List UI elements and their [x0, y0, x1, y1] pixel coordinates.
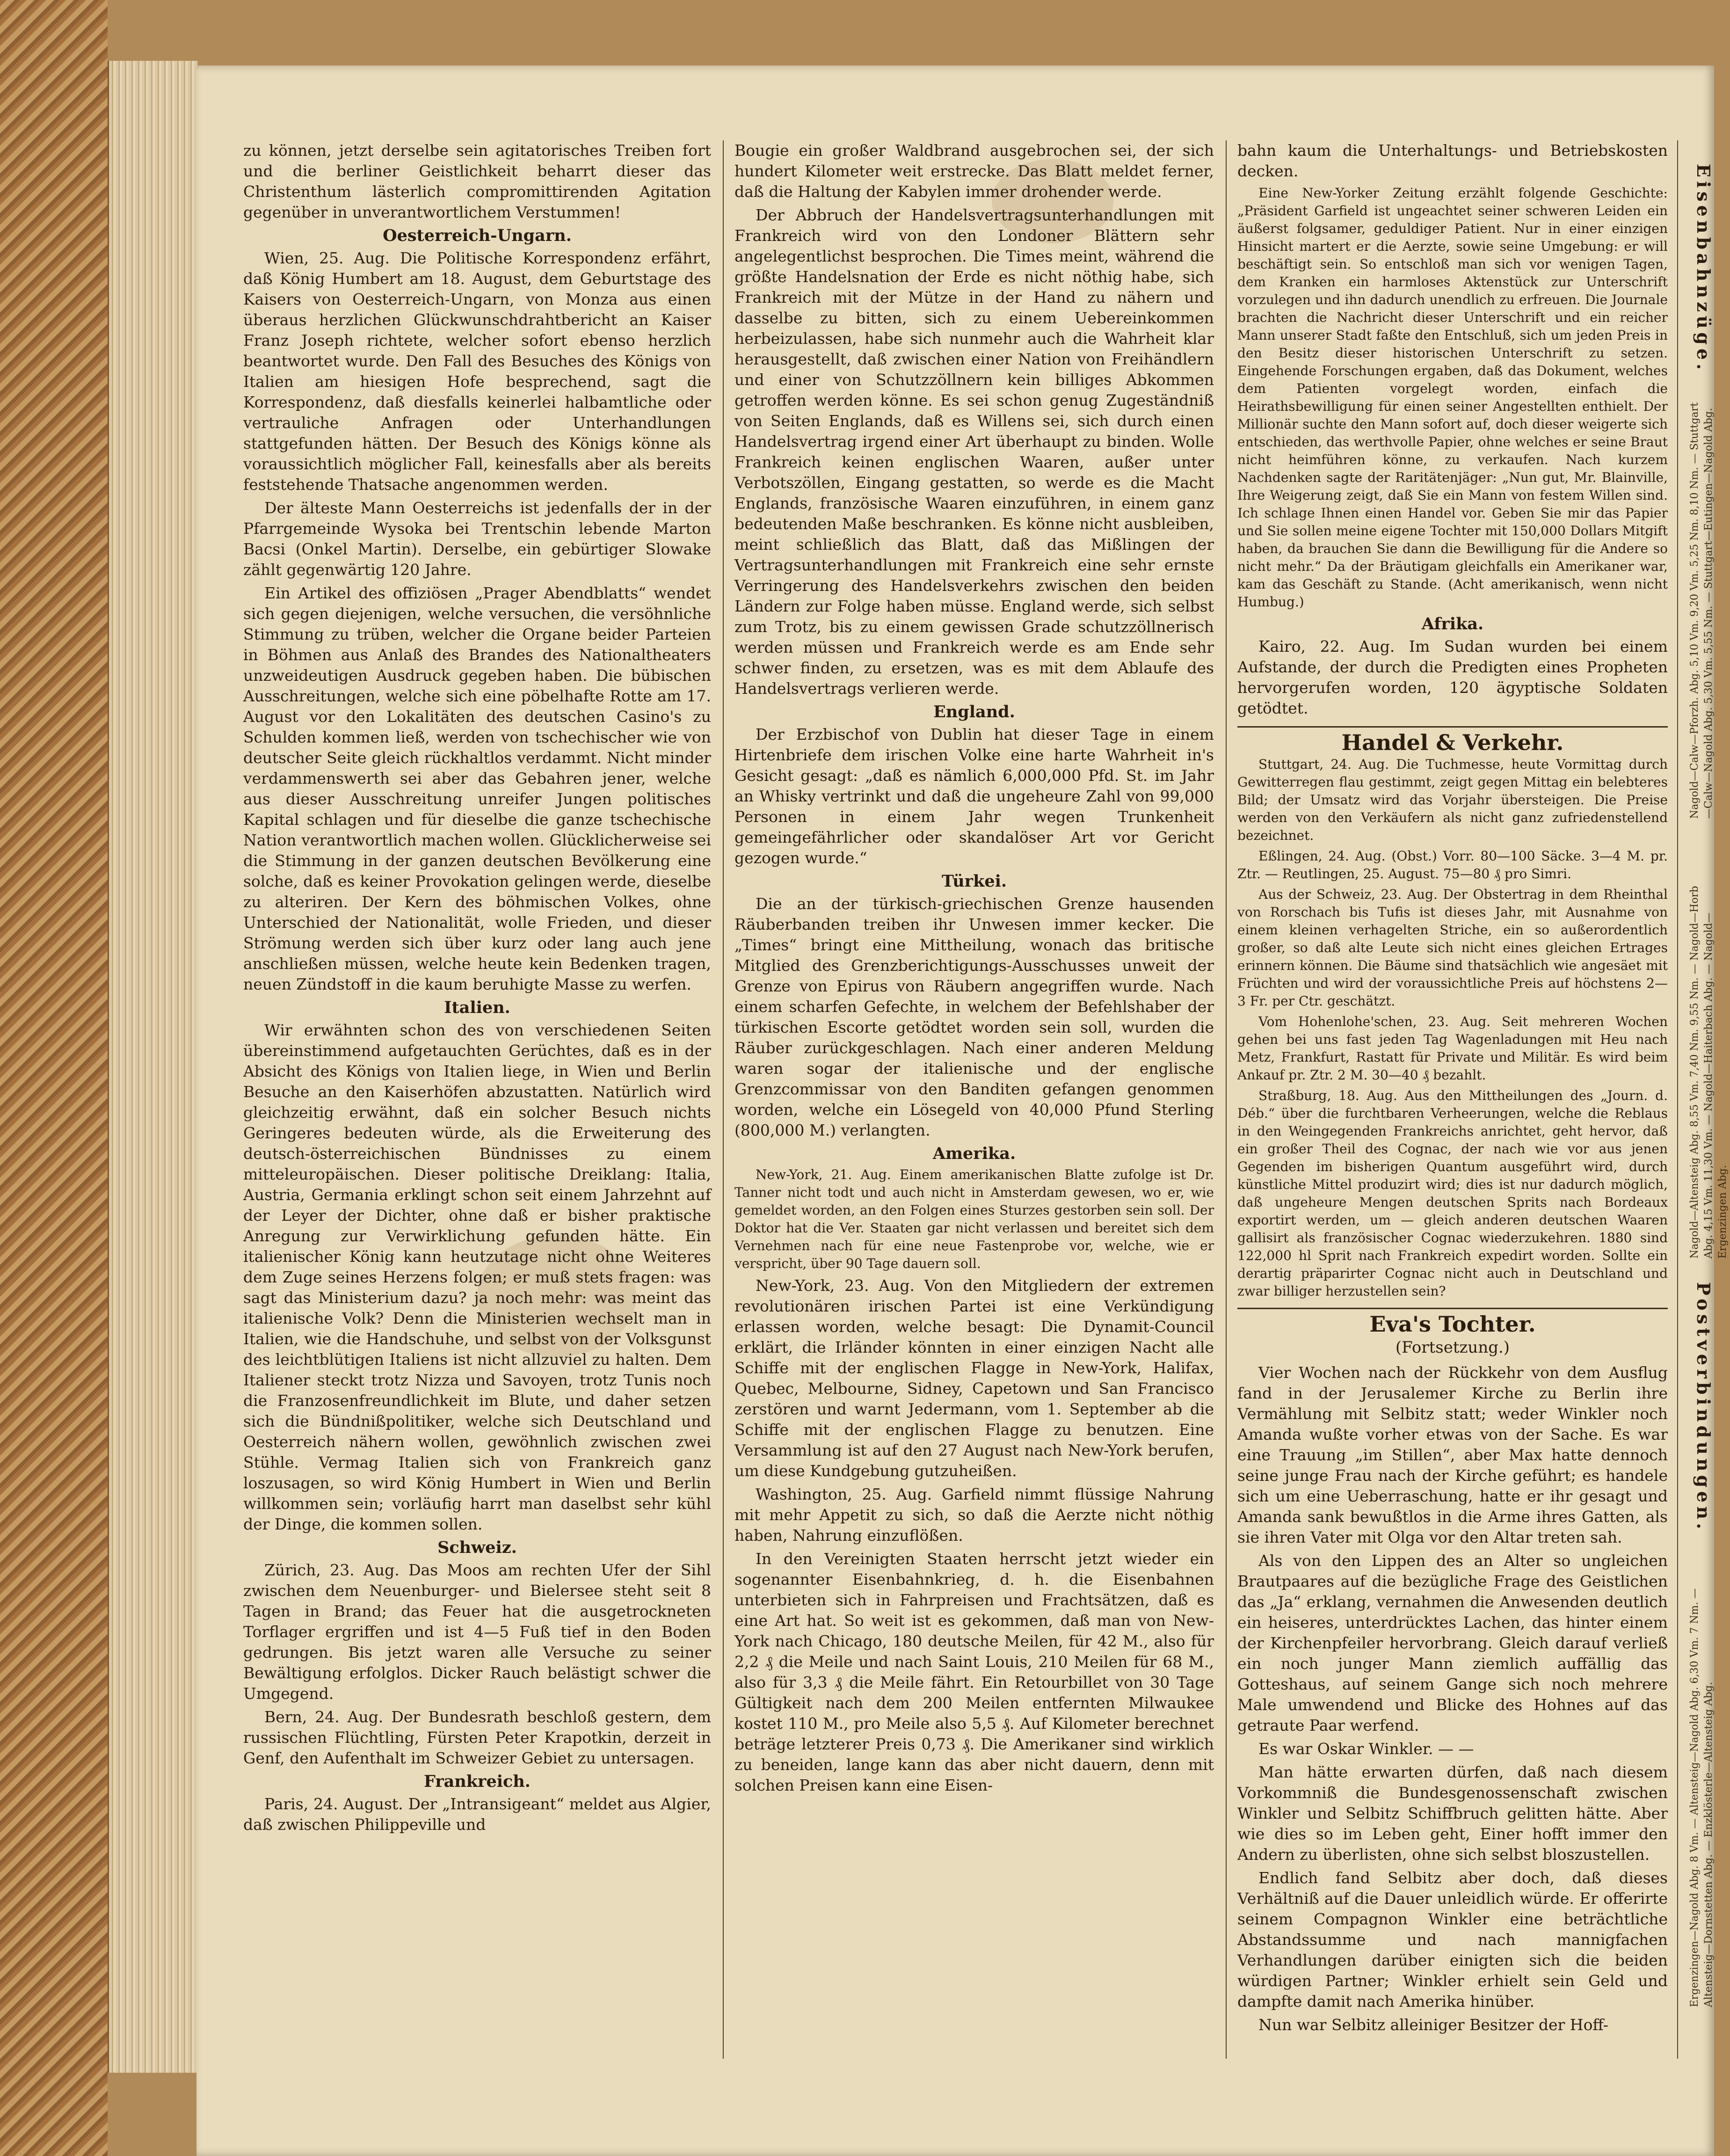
article-paragraph: Bern, 24. Aug. Der Bundesrath beschloß gestern, dem russischen Flüchtling, Fürsten Peter Krapotkin, derzeit in Genf, den Aufenthalt im Schweizer Gebiet zu untersagen.	[243, 1708, 711, 1767]
article-paragraph: Der Erzbischof von Dublin hat dieser Tage in einem Hirtenbriefe dem irischen Volke eine harte Wahrheit in's Gesicht gesagt: „daß es nämlich 6,000,000 Pfd. St. im Jahr an Whisky vertrinkt und daß die ungeheure Zahl von 99,000 Personen in einem Jahr wegen Trunkenheit gemeingefährlicher oder skandalöser Art vor Gericht gezogen wurde.“	[734, 725, 1214, 867]
margin-title-post: Postverbindungen.	[1693, 1282, 1714, 1533]
section-heading: Schweiz.	[437, 1538, 517, 1557]
feuilleton-subtitle: (Fortsetzung.)	[1395, 1338, 1510, 1357]
section-heading: Oesterreich-Ungarn.	[383, 226, 572, 245]
column-2	[734, 140, 1214, 1799]
article-paragraph: In den Vereinigten Staaten herrscht jetzt wieder ein sogenannter Eisenbahnkrieg, d. h. die Eisenbahnen unterbieten sich in Fahrpreisen und Frachtsätzen, daß es eine Art hat. So weit ist es gekommen, daß man von New-York nach Chicago, 180 deutsche Meilen, für 42 M., also für 2,2 ₰ die Meile und nach Saint Louis, 210 Meilen für 68 M., also für 3,3 ₰ die Meile fährt. Ein Retourbillet von 30 Tage Gültigkeit nach dem 200 Meilen entfernten Milwaukee kostet 110 M., pro Meile also 5,5 ₰. Auf Kilometer berechnet beträge letzterer Preis 0,73 ₰. Die Amerikaner sind wirklich zu beneiden, lange kann das aber nicht dauern, denn mit solchen Preisen kann eine Eisen-	[734, 1550, 1214, 1794]
article-paragraph: Man hätte erwarten dürfen, daß nach diesem Vorkommniß die Bundesgenossenschaft zwischen Winkler und Selbitz Schiffbruch gelitten hätte. Aber wie dies so im Leben geht, Einer hofft immer den Andern zu überlisten, ohne sich selbst bloszustellen.	[1237, 1763, 1668, 1864]
article-paragraph: Aus der Schweiz, 23. Aug. Der Obstertrag in dem Rheinthal von Rorschach bis Tufis ist dieses Jahr, mit Ausnahme von einem kleinen verhagelten Striche, ein so außerordentlich großer, so daß alte Leute sich nicht eines gleichen Ertrages erinnern können. Die Bäume sind thatsächlich wie angesäet mit Früchten und wird der voraussichtliche Preis auf höchstens 2—3 Fr. per Ctr. geschätzt.	[1237, 887, 1668, 1009]
article-paragraph: Nun war Selbitz alleiniger Besitzer der Hoff-	[1258, 2016, 1608, 2034]
article-paragraph: Die an der türkisch-griechischen Grenze hausenden Räuberbanden treiben ihr Unwesen immer kecker. Die „Times“ bringt eine Mittheilung, wonach das britische Mitglied des Grenzberichtigungs-Ausschusses unweit der Grenze von Epirus von Räubern angegriffen wurde. Nach einem scharfen Gefechte, in welchem der Befehlshaber der türkischen Escorte getödtet worden sein soll, wurden die Räuber zurückgeschlagen. Nach einer anderen Meldung waren sogar der italienische und der englische Grenzcommissar von den Banditen gefangen genommen worden, welche ein Lösegeld von 40,000 Pfund Sterling (800,000 M.) verlangten.	[734, 895, 1214, 1139]
article-paragraph: Der älteste Mann Oesterreichs ist jedenfalls der in der Pfarrgemeinde Wysoka bei Trentschin lebende Marton Bacsi (Onkel Martin). Derselbe, ein gebürtiger Slowake zählt gegenwärtig 120 Jahre.	[243, 499, 711, 579]
article-paragraph: Der Abbruch der Handelsvertragsunterhandlungen mit Frankreich wird von den Londoner Blättern sehr angelegentlichst besprochen. Die Times meint, während die größte Handelsnation der Erde es nicht nöthig habe, sich Frankreich mit der Mütze in der Hand zu nähern und dasselbe zu bitten, sich zu einem Uebereinkommen herbeizulassen, habe sich nunmehr auch die Wahrheit klar herausgestellt, daß zwischen einer Nation von Freihändlern und einer von Schutzzöllnern kein billiges Abkommen getroffen werden könne. Es sei schon genug Zugeständniß von Seiten Englands, daß es Willens sei, sich durch einen Handelsvertrag irgend einer Art überhaupt zu binden. Wolle Frankreich keinen englischen Waaren, außer unter Verbotszöllen, Eingang gestatten, so werde es die Macht Englands, französische Waaren einzuführen, in einem ganz bedeutenden Maße beschranken. Es könne nicht ausbleiben, meint schließlich das Blatt, daß das Mißlingen der Vertragsunterhandlungen mit Frankreich eine sehr ernste Verringerung des Handelsverkehrs zwischen den beiden Ländern zur Folge haben müsse. England werde, sich selbst zum Trotz, bis zu einem gewissen Grade schutzzöllnerisch werden müssen und Frankreich werde es am Ende sehr schwer finden, zu ersetzen, was es mit dem Ablaufe des Handelsvertrags verlieren werde.	[734, 206, 1214, 698]
article-paragraph: Ein Artikel des offiziösen „Prager Abendblatts“ wendet sich gegen diejenigen, welche versuchen, die versöhnliche Stimmung zu trüben, welcher die Organe beider Parteien in Böhmen aus Anlaß des Brandes des Nationaltheaters unzweideutigen Ausdruck gegeben haben. Die bübischen Ausschreitungen, welche sich eine pöbelhafte Rotte am 17. August vor den Lokalitäten des deutschen Casino's zu Schulden kommen ließ, werden von tschechischer wie von deutscher Seite gleich rückhaltlos verdammt. Nicht minder verdammenswerth sei aber das Gebahren jener, welche aus dieser Ausschreitung unreifer Jungen politisches Kapital schlagen und für dieselbe die ganze tschechische Nation verantwortlich machen wollen. Glücklicherweise sei die Stimmung in der ganzen deutschen Bevölkerung eine solche, daß es keiner Provokation gelingen werde, dieselbe zu alteriren. Der Kern des böhmischen Volkes, ohne Unterschied der Nationalität, wolle Frieden, und dieser Strömung werden sich über kurz oder lang auch jene anschließen müssen, welche heute kein Bedenken tragen, neuen Zündstoff in die kaum beruhigte Masse zu werfen.	[243, 584, 711, 993]
stacked-page-edges	[108, 61, 198, 2073]
article-paragraph: Stuttgart, 24. Aug. Die Tuchmesse, heute Vormittag durch Gewitterregen flau gestimmt, zeigt gegen Mittag ein belebteres Bild; der Umsatz wird das Vorjahr übersteigen. Die Preise werden von den Verkäufern als nicht ganz zufriedenstellend bezeichnet.	[1237, 757, 1668, 843]
article-paragraph: Vier Wochen nach der Rückkehr von dem Ausflug fand in der Jerusalemer Kirche zu Berlin ihre Vermählung mit Selbitz statt; weder Winkler noch Amanda wußte vorher etwas von der Sache. Es war eine Trauung „im Stillen“, aber Max hatte dennoch seine junge Frau nach der Kirche geführt; es handele sich um eine Ueberraschung, hatte er ihr gesagt und Amanda sank bewußtlos in die Arme ihres Gatten, als sie ihren Vater mit Olga vor den Altar treten sah.	[1237, 1363, 1668, 1546]
column-3	[1237, 140, 1668, 2038]
section-rule	[1237, 726, 1668, 728]
section-heading: Amerika.	[932, 1144, 1016, 1163]
article-paragraph: Als von den Lippen des an Alter so ungleichen Brautpaares auf die bezügliche Frage des Geistlichen das „Ja“ erklang, vernahmen die Anwesenden deutlich ein heiseres, unterdrücktes Lachen, das hinter einem der Kirchenpfeiler hervorbrang. Gleich darauf verließ ein noch junger Mann ziemlich auffällig das Gotteshaus, auf seinem Gange sich noch mehrere Male umwendend und Blicke des Hohnes auf das getraute Paar werfend.	[1237, 1551, 1668, 1734]
timetable-margin	[1689, 136, 1729, 2148]
article-paragraph: New-York, 23. Aug. Von den Mitgliedern der extremen revolutionären irischen Partei ist eine Verkündigung erlassen worden, welche besagt: Die Dynamit-Council erklärt, die Irländer könnten in einer einzigen Nacht alle Schiffe mit der englischen Flagge in New-York, Halifax, Quebec, Melbourne, Sidney, Capetown und San Francisco zerstören und warnt Jedermann, vom 1. September ab die Schiffe mit der englischen Flagge zu benutzen. Eine Versammlung ist auf den 27 August nach New-York berufen, um diese Kundgebung gutzuheißen.	[734, 1276, 1214, 1480]
article-paragraph: Eßlingen, 24. Aug. (Obst.) Vorr. 80—100 Säcke. 3—4 M. pr. Ztr. — Reutlingen, 25. August. 75—80 ₰ pro Simri.	[1237, 848, 1668, 881]
article-paragraph: Endlich fand Selbitz aber doch, daß dieses Verhältniß auf die Dauer unleidlich würde. Er offerirte seinem Compagnon Winkler eine beträchtliche Abstandssumme und nach mannigfachen Verhandlungen darüber einigten sich die beiden würdigen Partner; Winkler erhielt sein Geld und dampfte damit nach Amerika hinüber.	[1237, 1869, 1668, 2010]
article-paragraph: Kairo, 22. Aug. Im Sudan wurden bei einem Aufstande, der durch die Predigten eines Propheten hervorgerufen worden, 120 ägyptische Soldaten getödtet.	[1237, 637, 1668, 717]
column-divider	[723, 140, 724, 2059]
article-paragraph: zu können, jetzt derselbe sein agitatorisches Treiben fort und die berliner Geistlichkeit beharrt dieser das Christenthum lästerlich compromittirenden Agitation gegenüber in unverantwortlichem Verstummen!	[243, 141, 711, 221]
article-paragraph: Zürich, 23. Aug. Das Moos am rechten Ufer der Sihl zwischen dem Neuenburger- und Bielersee steht seit 8 Tagen in Brand; das Feuer hat die ausgetrockneten Torflager ergriffen und ist 4—5 Fuß tief in den Boden gedrungen. Bis jetzt waren alle Versuche zu seiner Bewältigung erfolglos. Dicker Rauch belästigt schwer die Umgegend.	[243, 1561, 711, 1703]
column-1	[243, 140, 711, 1838]
section-heading: Afrika.	[1421, 614, 1484, 634]
section-heading: Türkei.	[941, 872, 1007, 891]
timetable-block: Ergenzingen—Nagold Abg. 8 Vm. — Altensteig—Nagold Abg. 6,30 Vm. 7 Nm. — Altensteig—Dornstetten Abg. — Enzklösterle—Altensteig Abg.	[1689, 1588, 1715, 2007]
article-paragraph: Eine New-Yorker Zeitung erzählt folgende Geschichte: „Präsident Garfield ist ungeachtet seiner schweren Leiden ein äußerst folgsamer, geduldiger Patient. Nur in einer einzigen Hinsicht martert er die Aerzte, sowie seine Umgebung: er will beschäftigt sein. So entschloß man sich vor wenigen Tagen, dem Kranken ein harmloses Aktenstück zur Unterschrift vorzulegen und ihn dadurch unendlich zu erfreuen. Die Journale brachten die Nachricht dieser Unterschrift und ein reicher Mann unserer Stadt faßte den Entschluß, sich um jeden Preis in den Besitz dieser historischen Unterschrift zu setzen. Eingehende Forschungen ergaben, daß das Dokument, welches dem Patienten vorgelegt worden, einfach die Heirathsbewilligung für einen seiner Angestellten enthielt. Der Millionär suchte den Mann sofort auf, doch dieser weigerte sich entschieden, das werthvolle Papier, ohne welches er seine Braut nicht heimführen könne, zu verkaufen. Nach kurzem Nachdenken sagte der Raritätenjäger: „Nun gut, Mr. Blainville, Ihre Weigerung zeigt, daß Sie ein Mann von festem Willen sind. Ich schlage Ihnen einen Handel vor. Geben Sie mir das Papier und Sie sollen meine eigene Tochter mit 150,000 Dollars Mitgift haben, da brauchen Sie dann die Bewilligung für die Andere so nicht mehr.“ Da der Bräutigam gleichfalls ein Amerikaner war, kam das Geschäft zu Stande. (Acht amerikanisch, wenn nicht Humbug.)	[1237, 185, 1668, 610]
article-paragraph: Es war Oskar Winkler. — —	[1258, 1740, 1474, 1758]
article-paragraph: Paris, 24. August. Der „Intransigeant“ meldet aus Algier, daß zwischen Philippeville und	[243, 1795, 711, 1834]
section-heading: Frankreich.	[424, 1772, 531, 1791]
article-paragraph: Bougie ein großer Waldbrand ausgebrochen sei, der sich hundert Kilometer weit erstrecke. Das Blatt meldet ferner, daß die Haltung der Kabylen immer drohender werde.	[734, 141, 1214, 201]
article-paragraph: New-York, 21. Aug. Einem amerikanischen Blatte zufolge ist Dr. Tanner nicht todt und auch nicht in Amsterdam gewesen, wo er, wie gemeldet worden, an den Folgen eines Sturzes gestorben sein soll. Der Doktor hat die Ver. Staaten gar nicht verlassen und bereitet sich dem Vernehmen nach für eine neue Fastenprobe vor, welche, wie er verspricht, über 90 Tage dauern soll.	[734, 1167, 1214, 1271]
column-divider	[1226, 140, 1227, 2059]
article-paragraph: Washington, 25. Aug. Garfield nimmt flüssige Nahrung mit mehr Appetit zu sich, so daß die Aerzte nicht nöthig haben, Nahrung einzuflößen.	[734, 1485, 1214, 1544]
article-paragraph: Straßburg, 18. Aug. Aus den Mittheilungen des „Journ. d. Déb.“ über die furchtbaren Verheerungen, welche die Reblaus in den Weingegenden Frankreichs anrichtet, geht hervor, daß ein großer Theil des Cognac, der nach wie vor aus jenen Gegenden im bisherigen Quantum ausgeführt wird, durch künstliche Mittel produzirt wird; dies ist nur dadurch möglich, daß ungeheure Mengen deutschen Sprits nach Bordeaux exportirt werden, um — gleich anderen deutschen Waaren gallisirt als französischer Cognac wiederzukehren. 1880 sind 122,000 hl Sprit nach Frankreich expedirt worden. Sollte ein derartig präparirter Cognac nicht auch in Deutschland und zwar billiger herzustellen sein?	[1237, 1088, 1668, 1299]
section-heading: Italien.	[444, 998, 510, 1017]
section-rule	[1237, 1308, 1668, 1309]
book-binding-edge	[0, 0, 108, 2156]
feuilleton-title: Eva's Tochter.	[1369, 1311, 1536, 1337]
article-paragraph: Wir erwähnten schon des von verschiedenen Seiten übereinstimmend aufgetauchten Gerüchtes, daß es in der Absicht des Königs von Italien liege, in Wien und Berlin Besuche an den Kaiserhöfen abzustatten. Natürlich wird gleichzeitig erwähnt, daß ein solcher Besuch nichts Geringeres bedeuten würde, als die Erweiterung des deutsch-österreichischen Bündnisses zu einem mitteleuropäischen. Dieser politische Dreiklang: Italia, Austria, Germania erklingt schon seit einem Jahrzehnt auf der Leyer der Dichter, ohne daß er bisher praktische Anregung zur Verwirklichung gefunden hätte. Ein italienischer König kann heutzutage nicht ohne Weiteres dem Zuge seines Herzens folgen; er muß stets fragen: was sagt das Ministerium dazu? ja noch mehr: was meint das italienische Volk? Denn die Ministerien wechselt man in Italien, wie die Handschuhe, und selbst von der Volksgunst des leichtblütigen Italiens ist nicht allzuviel zu halten. Dem Italiener steckt trotz Nizza und Savoyen, trotz Tunis noch die Franzosenfreundlichkeit im Blute, und daher setzen sich die Bündnißpolitiker, welche sich Deutschland und Oesterreich nähern wollen, gewöhnlich zwischen zwei Stühle. Vermag Italien sich von Frankreich ganz loszusagen, so wird König Humbert in Wien und Berlin willkommen sein; vorläufig harrt man daselbst sehr kühl der Dinge, die kommen sollen.	[243, 1021, 711, 1533]
column-divider	[1677, 140, 1678, 2059]
article-paragraph: bahn kaum die Unterhaltungs- und Betriebskosten decken.	[1237, 141, 1668, 180]
timetable-block: Nagold—Altensteig Abg. 8,55 Vm. 7,40 Nm. 9,55 Nm. — Nagold—Horb Abg. 4,15 Vm. 11,30 Vm. — Nagold—Haiterbach Abg. — Nagold—Ergenzingen Abg.	[1689, 886, 1729, 1259]
timetable-block: Nagold—Calw—Pforzh. Abg. 5,10 Vm. 9,20 Vm. 5,25 Nm. 8,10 Nm. — Stuttgart—Calw—Nagold Abg. 5,30 Vm. 5,55 Nm. — Stuttgart—Eutingen—Nagold Abg.	[1689, 402, 1715, 819]
section-heading-trade: Handel & Verkehr.	[1341, 730, 1564, 755]
margin-title-railway: Eisenbahnzüge.	[1693, 164, 1714, 374]
section-heading: England.	[933, 702, 1015, 721]
newspaper-page	[196, 66, 1729, 2156]
article-paragraph: Wien, 25. Aug. Die Politische Korrespondenz erfährt, daß König Humbert am 18. August, dem Geburtstage des Kaisers von Oesterreich-Ungarn, von Monza aus einen überaus herzlichen Glückwunschdrahtbericht an Kaiser Franz Joseph richtete, welcher sofort ebenso herzlich beantwortet wurde. Den Fall des Besuches des Königs von Italien am hiesigen Hofe besprechend, sagt die Korrespondenz, daß diesfalls keinerlei halbamtliche oder vertrauliche Anfragen oder Unterhandlungen stattgefunden hätten. Der Besuch des Königs könne als voraussichtlich möglicher Fall, keinesfalls aber als bereits feststehende Thatsache angenommen werden.	[243, 249, 711, 494]
article-paragraph: Vom Hohenlohe'schen, 23. Aug. Seit mehreren Wochen gehen bei uns fast jeden Tag Wagenladungen mit Heu nach Metz, Frankfurt, Rastatt für Private und Militär. Es wird beim Ankauf pr. Ztr. 2 M. 30—40 ₰ bezahlt.	[1237, 1014, 1668, 1083]
